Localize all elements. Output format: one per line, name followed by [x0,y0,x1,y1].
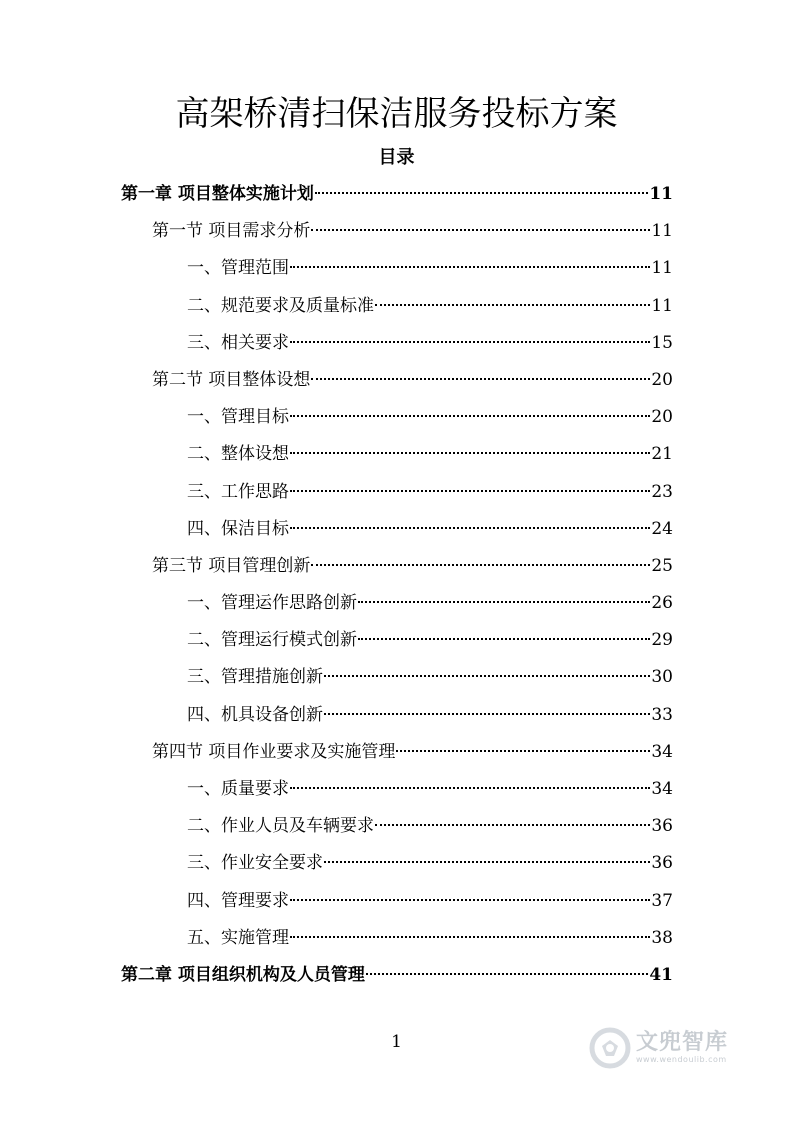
toc-entry-page: 37 [651,890,673,911]
toc-entry-page: 20 [651,369,673,390]
toc-entry-page: 11 [649,184,673,204]
toc-entry-label: 四、管理要求 [187,890,289,911]
toc-dot-leader [358,601,650,603]
toc-entry-label: 五、实施管理 [187,927,289,948]
toc-entry-label: 一、管理运作思路创新 [187,593,357,614]
wendou-logo-icon [588,1026,632,1070]
toc-entry-page: 20 [651,407,673,428]
toc-entry-label: 四、保洁目标 [187,518,289,539]
toc-dot-leader [358,638,650,640]
toc-dot-leader [290,452,650,454]
toc-entry-item[interactable] [121,399,673,436]
table-of-contents [121,176,673,994]
toc-entry-chapter[interactable] [121,176,673,213]
toc-entry-page: 11 [651,221,673,242]
toc-entry-page: 11 [651,295,673,316]
toc-dot-leader [311,229,650,231]
toc-entry-item[interactable] [121,659,673,696]
toc-entry-label: 第二节 项目整体设想 [152,369,311,390]
watermark-url: www.wendoulib.com [636,1055,727,1064]
toc-dot-leader [311,564,650,566]
toc-entry-label: 二、整体设想 [187,444,289,465]
toc-entry-label: 三、工作思路 [187,481,289,502]
toc-entry-page: 34 [651,741,673,762]
toc-dot-leader [324,713,650,715]
toc-dot-leader [290,415,650,417]
toc-entry-item[interactable] [121,920,673,957]
toc-entry-item[interactable] [121,511,673,548]
toc-dot-leader [324,675,650,677]
toc-dot-leader [396,750,650,752]
toc-entry-item[interactable] [121,250,673,287]
toc-entry-label: 二、作业人员及车辆要求 [187,816,374,837]
toc-dot-leader [375,304,650,306]
toc-entry-chapter[interactable] [121,957,673,994]
toc-entry-label: 二、管理运行模式创新 [187,630,357,651]
toc-entry-item[interactable] [121,325,673,362]
toc-dot-leader [311,378,650,380]
toc-entry-label: 四、机具设备创新 [187,704,323,725]
toc-entry-page: 23 [651,481,673,502]
toc-entry-label: 三、管理措施创新 [187,667,323,688]
toc-dot-leader [375,824,650,826]
toc-dot-leader [290,266,650,268]
toc-entry-page: 34 [651,779,673,799]
toc-entry-item[interactable] [121,845,673,882]
toc-entry-section[interactable] [121,362,673,399]
toc-entry-page: 11 [651,258,673,279]
toc-entry-section[interactable] [121,548,673,585]
toc-entry-section[interactable] [121,734,673,771]
watermark-brand: 文兜智库 [636,1030,729,1055]
toc-dot-leader [290,527,650,529]
toc-entry-page: 29 [651,630,673,651]
toc-entry-page: 33 [651,704,673,725]
toc-entry-page: 36 [651,853,673,874]
watermark [588,1024,758,1072]
toc-entry-page: 26 [651,593,673,614]
toc-entry-label: 一、质量要求 [187,779,289,799]
toc-dot-leader [290,899,650,901]
toc-entry-item[interactable] [121,883,673,920]
toc-entry-label: 二、规范要求及质量标准 [187,295,374,316]
toc-heading: 目录 [378,147,415,168]
toc-dot-leader [290,341,650,343]
toc-entry-item[interactable] [121,808,673,845]
toc-entry-page: 38 [651,927,673,948]
toc-entry-label: 第一章 项目整体实施计划 [121,184,314,204]
toc-entry-page: 24 [651,518,673,539]
page-number: 1 [391,1032,402,1052]
toc-entry-label: 三、相关要求 [187,332,289,353]
toc-entry-item[interactable] [121,771,673,808]
toc-entry-item[interactable] [121,474,673,511]
toc-entry-section[interactable] [121,213,673,250]
toc-dot-leader [290,490,650,492]
toc-dot-leader [290,787,650,789]
toc-entry-label: 第二章 项目组织机构及人员管理 [121,964,365,985]
toc-entry-item[interactable] [121,436,673,473]
toc-dot-leader [290,936,650,938]
toc-dot-leader [324,861,650,863]
document-title: 高架桥清扫保洁服务投标方案 [175,94,618,134]
toc-entry-page: 21 [651,444,673,465]
toc-dot-leader [366,973,648,975]
toc-entry-page: 15 [651,332,673,353]
toc-entry-item[interactable] [121,622,673,659]
toc-entry-page: 25 [651,555,673,576]
toc-entry-label: 一、管理目标 [187,407,289,428]
toc-entry-page: 41 [649,964,673,985]
toc-entry-label: 第三节 项目管理创新 [152,555,311,576]
toc-entry-label: 第一节 项目需求分析 [152,221,311,242]
toc-dot-leader [315,192,648,194]
toc-entry-page: 30 [651,667,673,688]
toc-entry-label: 一、管理范围 [187,258,289,279]
toc-entry-label: 第四节 项目作业要求及实施管理 [152,741,396,762]
toc-entry-item[interactable] [121,288,673,325]
toc-entry-item[interactable] [121,697,673,734]
toc-entry-label: 三、作业安全要求 [187,853,323,874]
toc-entry-item[interactable] [121,585,673,622]
toc-entry-page: 36 [651,816,673,837]
